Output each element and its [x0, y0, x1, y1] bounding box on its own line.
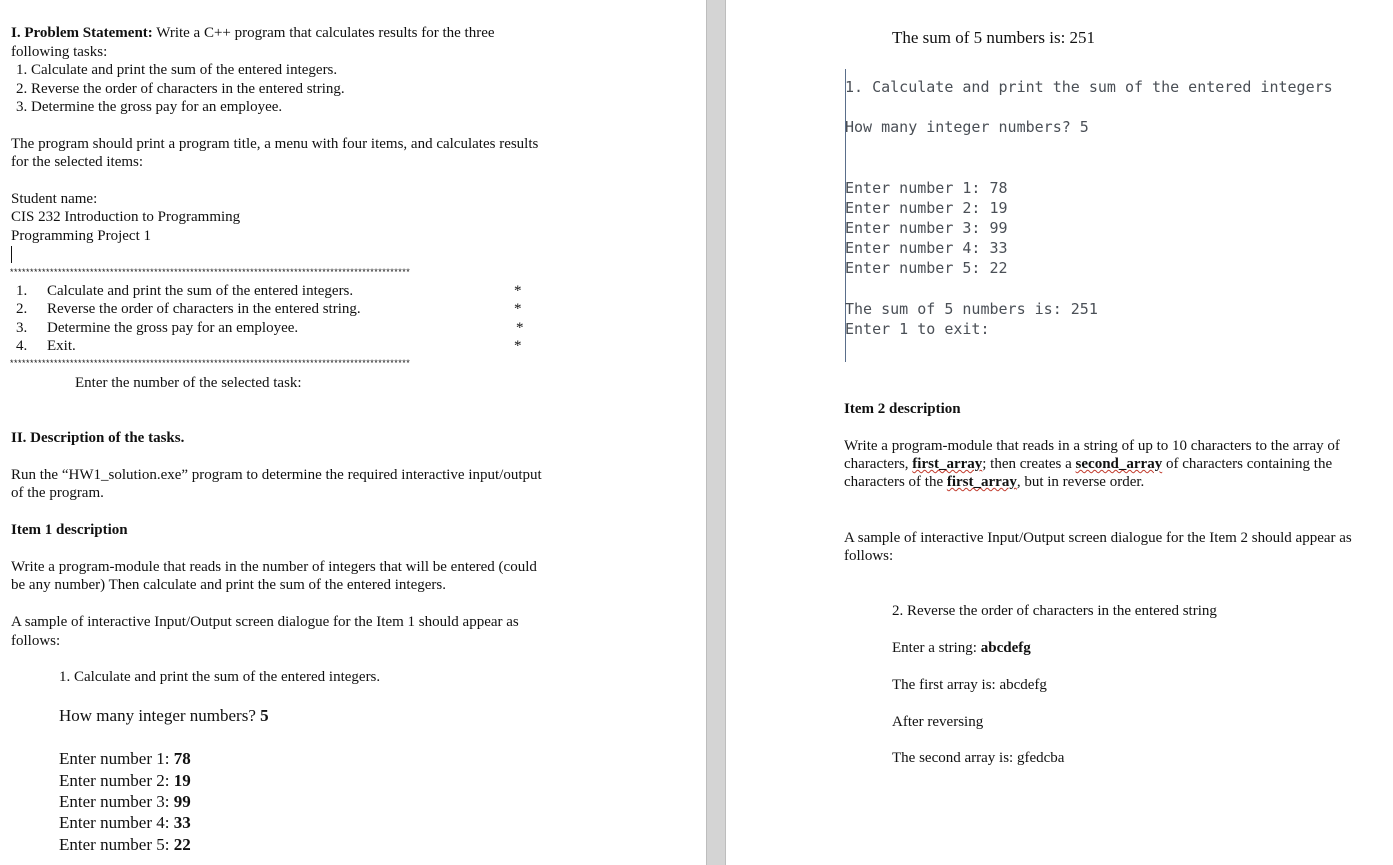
sample2-title: 2. Reverse the order of characters in the entered string [892, 603, 1217, 619]
menu-item-2: Reverse the order of characters in the entered string. [47, 301, 361, 317]
sample1-entry-label: Enter number 4: [59, 813, 174, 832]
problem-statement-text: Write a C++ program that calculates results for the three [156, 25, 495, 41]
item1-sample-intro-2: follows: [11, 633, 61, 649]
sample2-enter-label: Enter a string: [892, 640, 981, 656]
sample1-entry-3 [59, 791, 191, 812]
menu-star-4: * [514, 338, 522, 354]
sample1-entry-label: Enter number 3: [59, 792, 174, 811]
item2-sample-intro-2: follows: [844, 548, 894, 564]
sample1-entry-5 [59, 834, 191, 855]
console-entry-1: Enter number 1: 78 [845, 179, 1008, 197]
console-entry-5: Enter number 5: 22 [845, 259, 1008, 277]
item2-paragraph-2 [844, 455, 1332, 473]
sample2-enter-value: abcdefg [980, 640, 1031, 656]
sample1-how-many-label: How many integer numbers? [59, 706, 261, 725]
menu-item-3: Determine the gross pay for an employee. [47, 320, 299, 336]
sample1-title: 1. Calculate and print the sum of the entered integers. [59, 669, 381, 685]
sample1-entry-value: 33 [173, 813, 191, 832]
sample1-how-many [59, 705, 269, 726]
menu-item-1-num: 1. [16, 283, 28, 299]
console-exit-prompt: Enter 1 to exit: [845, 320, 990, 338]
task-item-1: 1. Calculate and print the sum of the entered integers. [16, 62, 338, 78]
problem-statement-label: I. Problem Statement: [11, 25, 153, 41]
console-how-many: How many integer numbers? 5 [845, 118, 1089, 136]
tasks-heading: II. Description of the tasks. [11, 430, 185, 446]
sample1-entry-2 [59, 770, 191, 791]
second-array-term: second_array [1075, 456, 1163, 472]
item2-text: of characters containing the [1162, 456, 1333, 472]
item2-paragraph-1: Write a program-module that reads in a string of up to 10 characters to the array of [844, 438, 1340, 454]
problem-statement-line [11, 24, 495, 42]
first-array-term: first_array [912, 456, 983, 472]
sample1-entry-label: Enter number 1: [59, 749, 174, 768]
menu-top-border: **************************************************************************************************** [10, 267, 411, 277]
text-cursor [11, 246, 12, 263]
page-gutter-scrollbar[interactable] [706, 0, 726, 865]
sample2-after-reversing: After reversing [892, 714, 984, 730]
console-sum: The sum of 5 numbers is: 251 [845, 300, 1098, 318]
course-title: CIS 232 Introduction to Programming [11, 209, 241, 225]
first-array-term: first_array [946, 474, 1017, 490]
task-item-3: 3. Determine the gross pay for an employee. [16, 99, 283, 115]
menu-item-3-num: 3. [16, 320, 28, 336]
item2-text: ; then creates a [982, 456, 1076, 472]
sample1-entry-label: Enter number 2: [59, 771, 174, 790]
item1-heading: Item 1 description [11, 522, 128, 538]
item2-text: characters of the [844, 474, 947, 490]
console-title: 1. Calculate and print the sum of the entered integers [845, 78, 1333, 96]
item2-sample-intro-1: A sample of interactive Input/Output screen dialogue for the Item 2 should appear as [844, 530, 1352, 546]
sample1-how-many-value: 5 [260, 706, 269, 725]
sample1-entry-value: 99 [173, 792, 191, 811]
sample1-entry-1 [59, 748, 191, 769]
menu-item-4: Exit. [47, 338, 76, 354]
sample1-entry-value: 22 [173, 835, 191, 854]
sample1-entry-value: 19 [173, 771, 191, 790]
console-entry-4: Enter number 4: 33 [845, 239, 1008, 257]
item2-paragraph-3 [844, 473, 1144, 491]
item1-paragraph-2: be any number) Then calculate and print the sum of the entered integers. [11, 577, 446, 593]
overview-paragraph-2: for the selected items: [11, 154, 144, 170]
menu-item-4-num: 4. [16, 338, 28, 354]
menu-item-2-num: 2. [16, 301, 28, 317]
sample1-entry-4 [59, 812, 191, 833]
console-entry-3: Enter number 3: 99 [845, 219, 1008, 237]
menu-item-1: Calculate and print the sum of the entered integers. [47, 283, 354, 299]
sample2-enter-string [892, 639, 1031, 657]
sample1-entry-value: 78 [173, 749, 191, 768]
item2-text: , but in reverse order. [1016, 474, 1145, 490]
item1-paragraph-1: Write a program-module that reads in the number of integers that will be entered (could [11, 559, 537, 575]
item1-sample-intro-1: A sample of interactive Input/Output screen dialogue for the Item 1 should appear as [11, 614, 519, 630]
project-title: Programming Project 1 [11, 228, 151, 244]
problem-statement-cont: following tasks: [11, 44, 108, 60]
task-item-2: 2. Reverse the order of characters in the entered string. [16, 81, 345, 97]
menu-star-2: * [514, 301, 522, 317]
sample1-entry-label: Enter number 5: [59, 835, 174, 854]
sample2-first-array: The first array is: abcdefg [892, 677, 1047, 693]
console-entry-2: Enter number 2: 19 [845, 199, 1008, 217]
student-name: Student name: [11, 191, 98, 207]
overview-paragraph-1: The program should print a program title, a menu with four items, and calculates results [11, 136, 539, 152]
run-instruction-2: of the program. [11, 485, 104, 501]
item2-text: characters, [844, 456, 913, 472]
run-instruction-1: Run the “HW1_solution.exe” program to determine the required interactive input/output [11, 467, 542, 483]
sample2-second-array: The second array is: gfedcba [892, 750, 1065, 766]
item2-heading: Item 2 description [844, 401, 961, 417]
sum-result-line: The sum of 5 numbers is: 251 [892, 28, 1096, 47]
menu-star-1: * [514, 283, 522, 299]
menu-star-3: * [516, 320, 524, 336]
menu-prompt: Enter the number of the selected task: [75, 375, 302, 391]
menu-bottom-border: **************************************************************************************************** [10, 358, 411, 368]
